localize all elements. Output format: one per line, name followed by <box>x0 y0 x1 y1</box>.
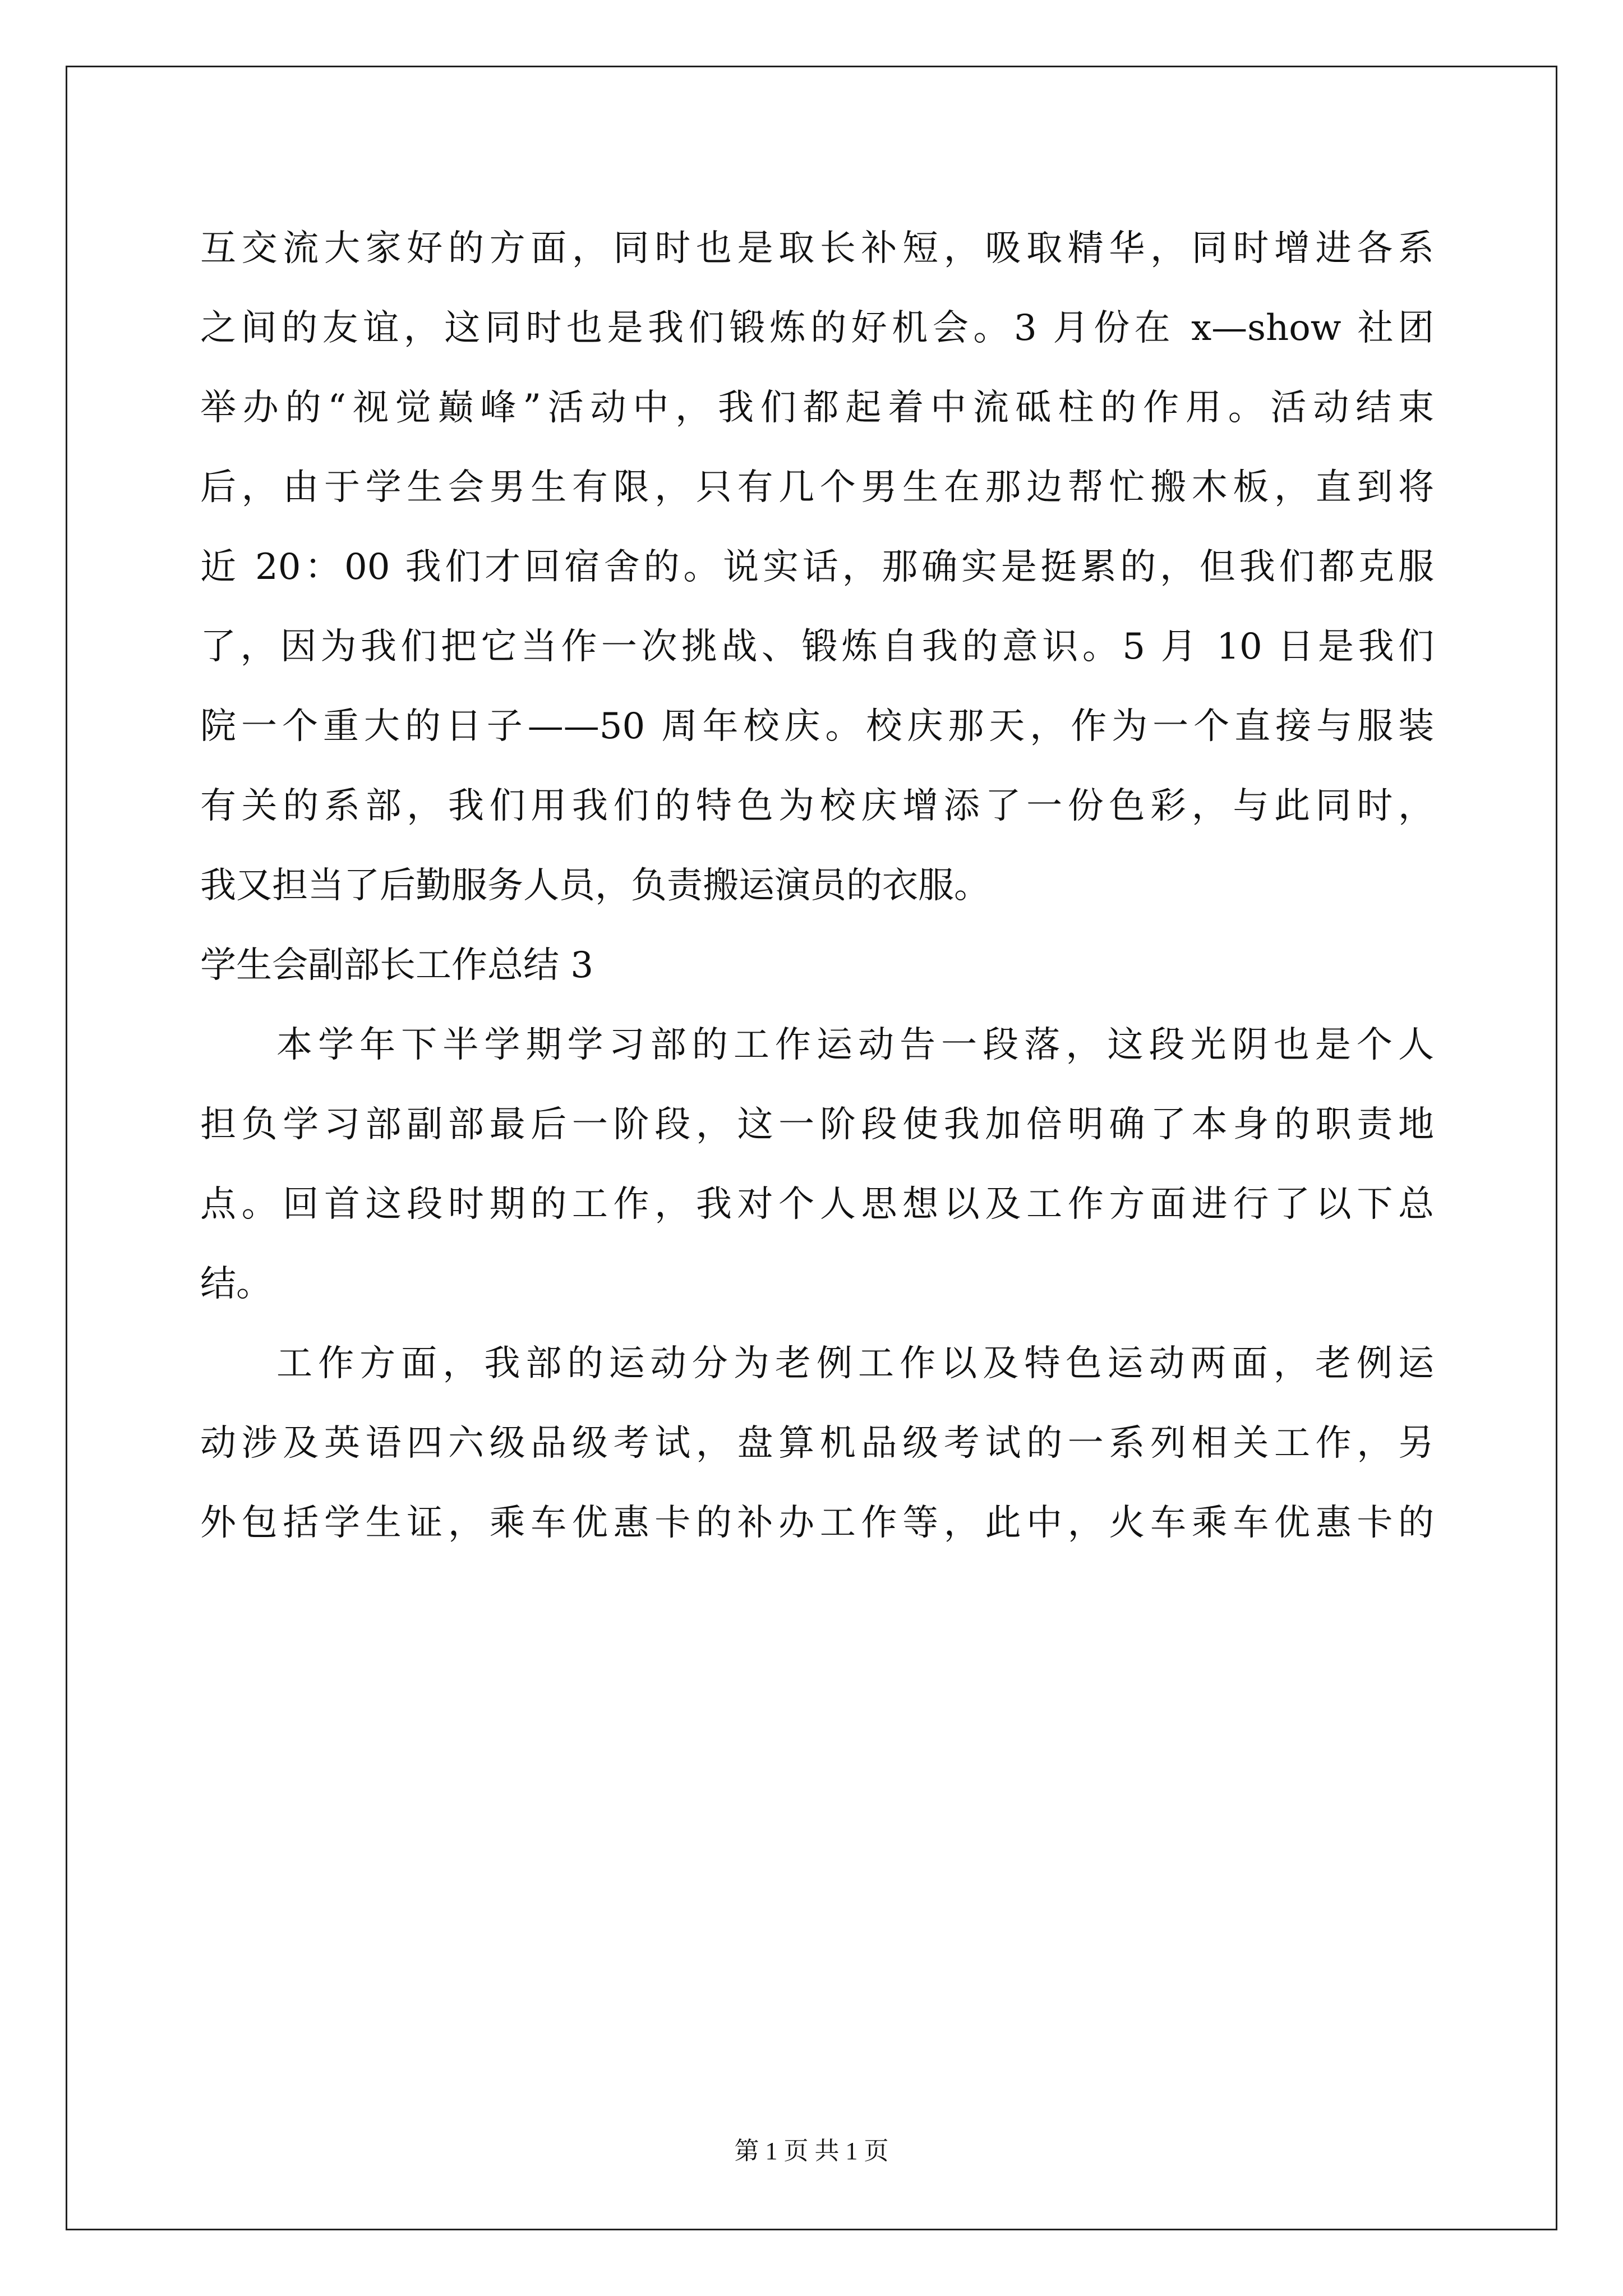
page-footer: 第 1 页 共 1 页 <box>734 2137 889 2165</box>
body-line: 结。 <box>200 1263 272 1305</box>
body-line: 担负学习部副部最后一阶段，这一阶段使我加倍明确了本身的职责地 <box>200 1104 1434 1145</box>
body-line: 本学年下半学期学习部的工作运动告一段落，这段光阴也是个人 <box>276 1024 1434 1066</box>
body-line: 院一个重大的日子——50 周年校庆。校庆那天，作为一个直接与服装 <box>200 706 1434 747</box>
body-line: 动涉及英语四六级品级考试，盘算机品级考试的一系列相关工作，另 <box>200 1423 1434 1464</box>
body-line: 近 20：00 我们才回宿舍的。说实话，那确实是挺累的，但我们都克服 <box>200 546 1434 588</box>
section-heading: 学生会副部长工作总结 3 <box>200 945 594 986</box>
body-line: 举办的“视觉巅峰”活动中，我们都起着中流砥柱的作用。活动结束 <box>200 387 1434 429</box>
body-line: 互交流大家好的方面，同时也是取长补短，吸取精华，同时增进各系 <box>200 228 1434 269</box>
body-line: 外包括学生证，乘车优惠卡的补办工作等，此中，火车乘车优惠卡的 <box>200 1502 1434 1544</box>
body-line: 有关的系部，我们用我们的特色为校庆增添了一份色彩，与此同时， <box>200 785 1434 827</box>
body-line: 我又担当了后勤服务人员，负责搬运演员的衣服。 <box>200 865 990 907</box>
body-line: 之间的友谊，这同时也是我们锻炼的好机会。3 月份在 x—show 社团 <box>200 307 1434 349</box>
body-line: 点。回首这段时期的工作，我对个人思想以及工作方面进行了以下总 <box>200 1184 1434 1225</box>
body-line: 工作方面，我部的运动分为老例工作以及特色运动两面，老例运 <box>276 1343 1434 1384</box>
body-line: 了，因为我们把它当作一次挑战、锻炼自我的意识。5 月 10 日是我们 <box>200 626 1434 668</box>
body-line: 后，由于学生会男生有限，只有几个男生在那边帮忙搬木板，直到将 <box>200 467 1434 508</box>
